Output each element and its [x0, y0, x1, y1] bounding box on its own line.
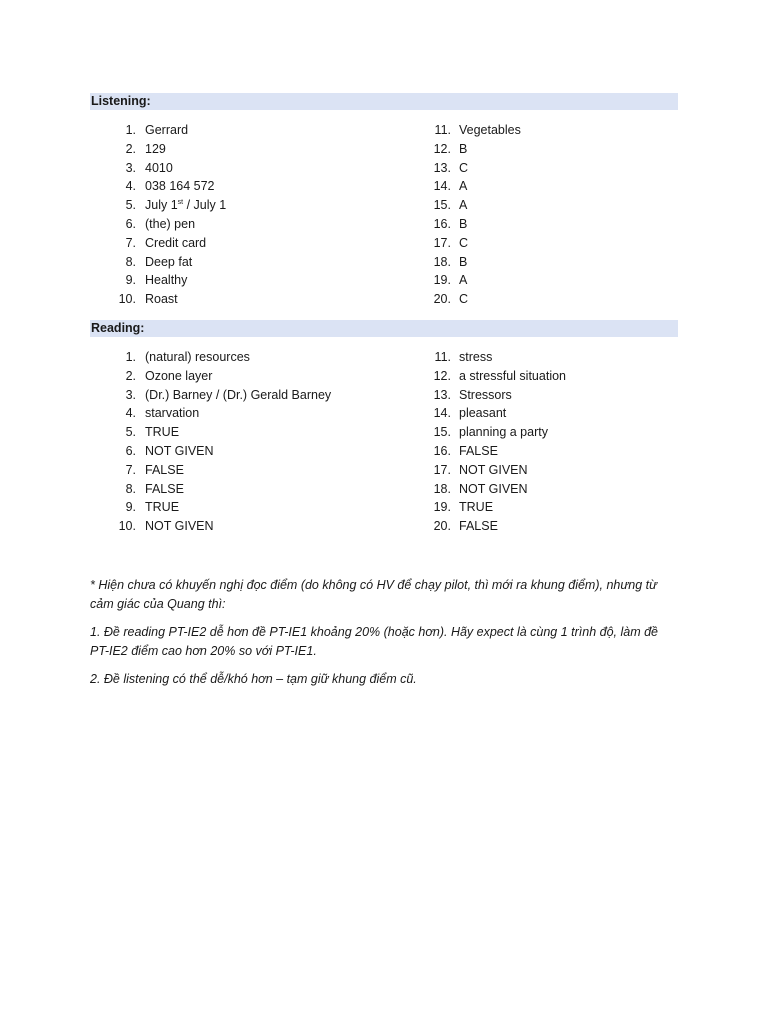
answer-row	[100, 367, 400, 386]
notes-point-2: 2. Đề listening có thể dễ/khó hơn – tạm giữ khung điểm cũ.	[90, 672, 417, 686]
answer-row	[100, 234, 400, 253]
answer-row	[421, 386, 721, 405]
answer-text	[145, 348, 250, 367]
answer-text	[459, 517, 498, 536]
answer-value: A	[459, 273, 468, 288]
answer-row	[100, 517, 400, 536]
answer-value: July 1	[145, 198, 178, 213]
answer-row	[421, 234, 721, 253]
answer-number: 17.	[433, 235, 451, 250]
answer-row	[100, 290, 400, 309]
answer-number: 13.	[433, 160, 451, 175]
answer-number: 2.	[125, 141, 136, 156]
answer-row	[100, 196, 400, 215]
answer-number: 7.	[125, 462, 136, 477]
answer-text	[459, 404, 506, 423]
answer-text	[145, 121, 188, 140]
answer-row	[421, 461, 721, 480]
answer-text	[145, 517, 214, 536]
answer-number: 20.	[433, 292, 451, 307]
answer-row	[100, 253, 400, 272]
notes-intro: * Hiện chưa có khuyến nghị đọc điểm (do không có HV để chạy pilot, thì mới ra khung điểm), nhưng từ cảm giác của Quang thì:	[90, 578, 658, 611]
answer-row	[421, 253, 721, 272]
answer-value: TRUE	[459, 500, 494, 515]
answer-value: FALSE	[145, 481, 184, 496]
answer-text	[459, 234, 468, 253]
answer-number: 12.	[433, 368, 451, 383]
answer-text	[145, 177, 215, 196]
answer-number: 9.	[125, 500, 136, 515]
reading-right-list	[421, 348, 721, 536]
answer-text	[145, 290, 178, 309]
answer-row	[421, 348, 721, 367]
answer-number: 4.	[125, 406, 136, 421]
answer-value: pleasant	[459, 406, 507, 421]
answer-row	[100, 461, 400, 480]
answer-row	[421, 196, 721, 215]
answer-value: Vegetables	[459, 123, 521, 137]
answer-value: TRUE	[145, 500, 180, 515]
answer-text	[459, 386, 512, 405]
answer-row	[100, 140, 400, 159]
answer-text	[459, 498, 493, 517]
answer-value: Healthy	[145, 273, 188, 288]
answer-number: 15.	[433, 425, 451, 440]
reading-header: Reading:	[90, 320, 678, 337]
answer-row	[421, 271, 721, 290]
answer-value: A	[459, 179, 468, 194]
answer-number: 12.	[433, 141, 451, 156]
answer-value: FALSE	[459, 443, 498, 458]
answer-value: C	[459, 235, 469, 250]
answer-number: 20.	[433, 519, 451, 534]
answer-value: B	[459, 254, 468, 269]
answer-row	[100, 386, 400, 405]
answer-value: Gerrard	[145, 123, 189, 137]
answer-text	[459, 215, 467, 234]
answer-value: NOT GIVEN	[459, 462, 528, 477]
answer-text	[145, 140, 166, 159]
answer-number: 18.	[433, 254, 451, 269]
answer-number: 17.	[433, 462, 451, 477]
answer-number: 6.	[125, 216, 136, 231]
listening-right-list	[421, 121, 721, 309]
answer-text	[145, 386, 331, 405]
answer-row	[421, 159, 721, 178]
answer-text	[145, 271, 187, 290]
answer-value: (the) pen	[145, 216, 196, 231]
answer-number: 3.	[125, 387, 136, 402]
answer-number: 19.	[433, 500, 451, 515]
answer-row	[421, 140, 721, 159]
answer-row	[421, 517, 721, 536]
answer-text	[459, 253, 467, 272]
answer-value: planning a party	[459, 425, 548, 440]
answer-text	[459, 290, 468, 309]
answer-text	[459, 348, 492, 367]
answer-row	[100, 159, 400, 178]
answer-text	[145, 367, 212, 386]
answer-text	[145, 253, 192, 272]
answer-value: NOT GIVEN	[459, 481, 528, 496]
answer-row	[421, 404, 721, 423]
answer-number: 13.	[433, 387, 451, 402]
answer-text	[459, 177, 467, 196]
answer-text	[459, 271, 467, 290]
answer-superscript: st	[177, 199, 184, 207]
reading-left-list	[100, 348, 400, 536]
answer-number: 1.	[125, 123, 136, 137]
answer-value: Roast	[145, 292, 178, 307]
answer-row	[100, 498, 400, 517]
answer-value: TRUE	[145, 425, 180, 440]
answer-value: Credit card	[145, 235, 207, 250]
answer-value: NOT GIVEN	[145, 443, 214, 458]
notes-section	[90, 576, 680, 698]
answer-text	[145, 480, 184, 499]
answer-value: FALSE	[459, 519, 498, 534]
answer-value: C	[459, 160, 469, 175]
answer-value: stress	[459, 350, 493, 364]
answer-row	[421, 121, 721, 140]
answer-number: 7.	[125, 235, 136, 250]
answer-text	[459, 121, 521, 140]
answer-row	[100, 177, 400, 196]
answer-value: Ozone layer	[145, 368, 213, 383]
answer-value: FALSE	[145, 462, 184, 477]
answer-row	[100, 442, 400, 461]
answer-row	[421, 290, 721, 309]
answer-row	[100, 348, 400, 367]
answer-number: 18.	[433, 481, 451, 496]
answer-value: C	[459, 292, 469, 307]
notes-point-1: 1. Đề reading PT-IE2 dễ hơn đề PT-IE1 khoảng 20% (hoặc hơn). Hãy expect là cùng 1 trình độ, làm đề PT-IE2 điểm cao hơn 20% so với PT-IE1.	[90, 625, 658, 658]
listening-left-list	[100, 121, 400, 309]
answer-value: starvation	[145, 406, 200, 421]
answer-number: 14.	[433, 179, 451, 194]
answer-row	[421, 480, 721, 499]
answer-row	[100, 271, 400, 290]
listening-header: Listening:	[90, 93, 678, 110]
answer-text	[145, 423, 179, 442]
answer-row	[421, 367, 721, 386]
answer-text	[459, 461, 528, 480]
answer-value: A	[459, 198, 468, 213]
answer-row	[421, 423, 721, 442]
answer-number: 5.	[125, 425, 136, 440]
answer-text	[459, 196, 467, 215]
answer-text	[145, 234, 206, 253]
answer-text	[459, 442, 498, 461]
answer-row	[100, 215, 400, 234]
answer-number: 8.	[125, 254, 136, 269]
answer-number: 2.	[125, 368, 136, 383]
answer-row	[100, 121, 400, 140]
answer-text	[145, 498, 179, 517]
answer-value-suffix: / July 1	[183, 198, 227, 213]
answer-text	[145, 215, 195, 234]
answer-number: 10.	[118, 292, 136, 307]
answer-text	[145, 196, 226, 215]
answer-value: (Dr.) Barney / (Dr.) Gerald Barney	[145, 387, 332, 402]
answer-number: 15.	[433, 198, 451, 213]
answer-value: Stressors	[459, 387, 512, 402]
answer-value: a stressful situation	[459, 368, 566, 383]
answer-number: 6.	[125, 443, 136, 458]
answer-value: (natural) resources	[145, 350, 250, 364]
answer-row	[421, 215, 721, 234]
answer-value: 038 164 572	[145, 179, 215, 194]
answer-number: 14.	[433, 406, 451, 421]
answer-text	[459, 480, 528, 499]
answer-number: 16.	[433, 443, 451, 458]
answer-text	[459, 423, 548, 442]
answer-row	[421, 177, 721, 196]
answer-value: B	[459, 216, 468, 231]
answer-value: Deep fat	[145, 254, 193, 269]
answer-number: 16.	[433, 216, 451, 231]
answer-text	[145, 442, 214, 461]
answer-number: 10.	[118, 519, 136, 534]
answer-text	[459, 367, 566, 386]
answer-number: 11.	[434, 350, 451, 364]
answer-number: 9.	[125, 273, 136, 288]
answer-row	[421, 498, 721, 517]
answer-text	[145, 461, 184, 480]
answer-text	[459, 159, 468, 178]
answer-number: 4.	[125, 179, 136, 194]
answer-number: 19.	[433, 273, 451, 288]
answer-row	[421, 442, 721, 461]
answer-number: 5.	[125, 198, 136, 213]
answer-value: 129	[145, 141, 166, 156]
answer-value: NOT GIVEN	[145, 519, 214, 534]
answer-value: 4010	[145, 160, 173, 175]
answer-row	[100, 404, 400, 423]
answer-number: 1.	[125, 350, 136, 364]
answer-number: 8.	[125, 481, 136, 496]
answer-value: B	[459, 141, 468, 156]
answer-text	[459, 140, 467, 159]
answer-number: 11.	[434, 123, 451, 137]
answer-row	[100, 480, 400, 499]
answer-number: 3.	[125, 160, 136, 175]
answer-row	[100, 423, 400, 442]
answer-text	[145, 404, 199, 423]
answer-text	[145, 159, 173, 178]
